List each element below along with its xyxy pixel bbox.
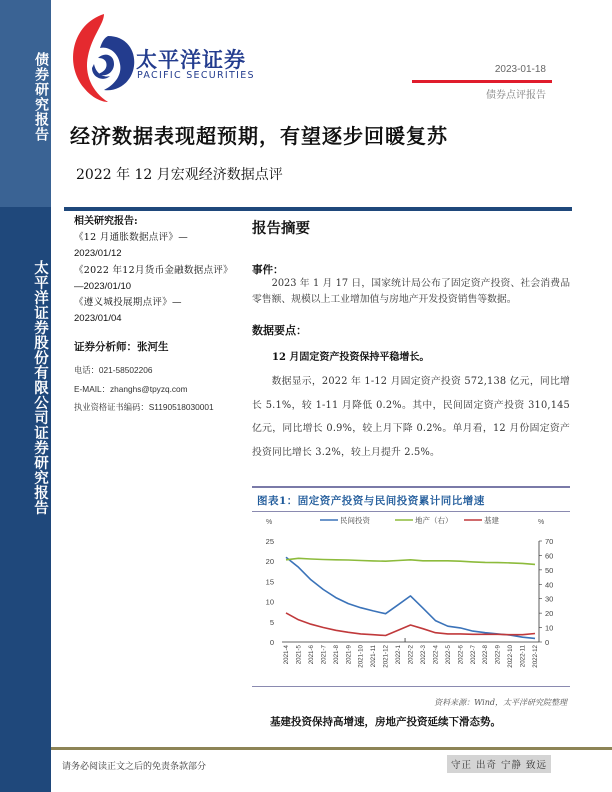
x-tick-label: 2022-6 [457, 645, 465, 665]
event-text: 2023 年 1 月 17 日，国家统计局公布了固定资产投资、社会消费品零售额、规模以上工业增加值与房地产开发投资销售等数据。 [252, 278, 570, 305]
x-tick-label: 2021-9 [345, 645, 353, 665]
left-tick-label: 10 [265, 597, 274, 607]
phone-label: 电话： [74, 365, 99, 375]
license-label: 执业资格证书编码： [74, 402, 149, 412]
summary-heading: 报告摘要 [252, 220, 310, 237]
footer-disclaimer[interactable]: 请务必阅读正文之后的免责条款部分 [62, 762, 207, 772]
x-tick-label: 2022-2 [407, 645, 415, 665]
right-axis-unit: % [538, 519, 545, 526]
analyst-name: 证券分析师：张河生 [74, 341, 169, 353]
figure-title: 图表1：固定资产投资与民间投资累计同比增速 [257, 495, 485, 507]
legend-label: 地产（右） [415, 516, 453, 525]
related-report-title[interactable]: 《遵义城投展期点评》— [74, 297, 182, 309]
x-tick-label: 2022-8 [482, 645, 490, 665]
related-reports [74, 214, 244, 327]
related-report-title[interactable]: 《2022 年12月货币金融数据点评》 [74, 264, 233, 276]
x-tick-label: 2021-4 [283, 645, 290, 665]
section-divider [64, 207, 572, 211]
related-report-date: 2023/01/12 [74, 248, 122, 260]
x-tick-label: 2022-4 [432, 645, 440, 665]
x-tick-label: 2022-3 [419, 645, 427, 665]
email-label: E-MAIL： [74, 383, 110, 394]
x-tick-label: 2022-12 [532, 645, 539, 668]
series-line-2 [286, 558, 535, 564]
figure-top-divider [252, 486, 570, 488]
left-tick-label: 20 [265, 557, 274, 567]
x-tick-label: 2022-11 [519, 645, 527, 668]
legend-label: 民间投资 [340, 516, 370, 525]
page-title: 经济数据表现超预期，有望逐步回暖复苏 [70, 124, 448, 148]
analyst-license: S1190518030001 [148, 402, 214, 412]
right-tick-label: 0 [545, 638, 550, 647]
x-tick-label: 2021-11 [370, 645, 378, 668]
report-type: 债券点评报告 [486, 90, 546, 101]
logo-text-cn: 太平洋证券 [136, 48, 246, 72]
sidebar-report-category: 债券研究报告 [33, 52, 49, 142]
page-subtitle: 2022 年 12 月宏观经济数据点评 [76, 167, 283, 183]
analyst-info [74, 339, 249, 417]
left-axis-unit: % [266, 519, 273, 526]
right-tick-label: 10 [545, 623, 554, 633]
x-tick-label: 2021-8 [332, 645, 340, 665]
footer-motto: 守正 出奇 宁静 致远 [447, 755, 551, 773]
analyst-email[interactable]: zhanghs@tpyzq.com [109, 383, 188, 394]
right-tick-label: 30 [545, 594, 554, 604]
right-tick-label: 50 [545, 565, 554, 575]
investment-growth-chart [252, 512, 570, 684]
related-report-title[interactable]: 《12 月通胀数据点评》— [74, 232, 189, 244]
series-line-3 [286, 613, 535, 636]
footer-divider [51, 747, 612, 750]
figure-bottom-divider [252, 686, 570, 687]
related-reports-heading: 相关研究报告: [74, 216, 138, 227]
left-tick-label: 25 [265, 537, 274, 546]
left-tick-label: 0 [269, 638, 274, 647]
figure-conclusion: 基建投资保持高增速，房地产投资延续下滑态势。 [270, 716, 501, 728]
legend-label: 基建 [484, 516, 499, 525]
logo-text-en: PACIFIC SECURITIES [137, 70, 255, 81]
right-tick-label: 60 [545, 551, 554, 561]
x-tick-label: 2022-7 [469, 645, 477, 665]
x-tick-label: 2022-5 [444, 645, 452, 665]
report-date: 2023-01-18 [494, 64, 546, 75]
left-tick-label: 15 [265, 577, 274, 587]
key-points-subheading: 12 月固定资产投资保持平稳增长。 [272, 352, 430, 363]
sidebar-company-label: 太平洋证券股份有限公司证券研究报告 [32, 260, 49, 515]
x-tick-label: 2021-5 [295, 645, 303, 665]
x-tick-label: 2022-9 [494, 645, 502, 665]
right-tick-label: 20 [545, 609, 554, 619]
x-tick-label: 2021-10 [357, 645, 365, 668]
right-tick-label: 70 [545, 537, 554, 546]
series-line-1 [286, 557, 535, 638]
x-tick-label: 2021-6 [307, 645, 315, 665]
key-points-text: 数据显示，2022 年 1-12 月固定资产投资 572,138 亿元，同比增长 5.1%，较 1-11 月降低 0.2%。其中，民间固定资产投资 310,145 亿元，同比增长 0.9%，较上月下降 0.2%。单月看，12 月份固定资产投资同比增长 3.2%，较上月提升 2.5%。 [252, 376, 570, 458]
event-heading: 事件： [252, 264, 284, 276]
related-report-date: 2023/01/04 [74, 313, 122, 325]
left-tick-label: 5 [269, 617, 274, 627]
figure-source: 资料来源：Wind，太平洋研究院整理 [434, 698, 567, 707]
right-tick-label: 40 [545, 580, 554, 590]
x-tick-label: 2021-12 [382, 645, 390, 668]
related-report-date: —2023/01/10 [74, 280, 132, 292]
x-tick-label: 2022-1 [395, 645, 403, 665]
x-tick-label: 2021-7 [320, 645, 328, 665]
header-divider [412, 80, 552, 83]
analyst-phone: 021-58502206 [98, 365, 153, 375]
x-tick-label: 2022-10 [507, 645, 515, 668]
key-points-heading: 数据要点： [252, 324, 307, 337]
